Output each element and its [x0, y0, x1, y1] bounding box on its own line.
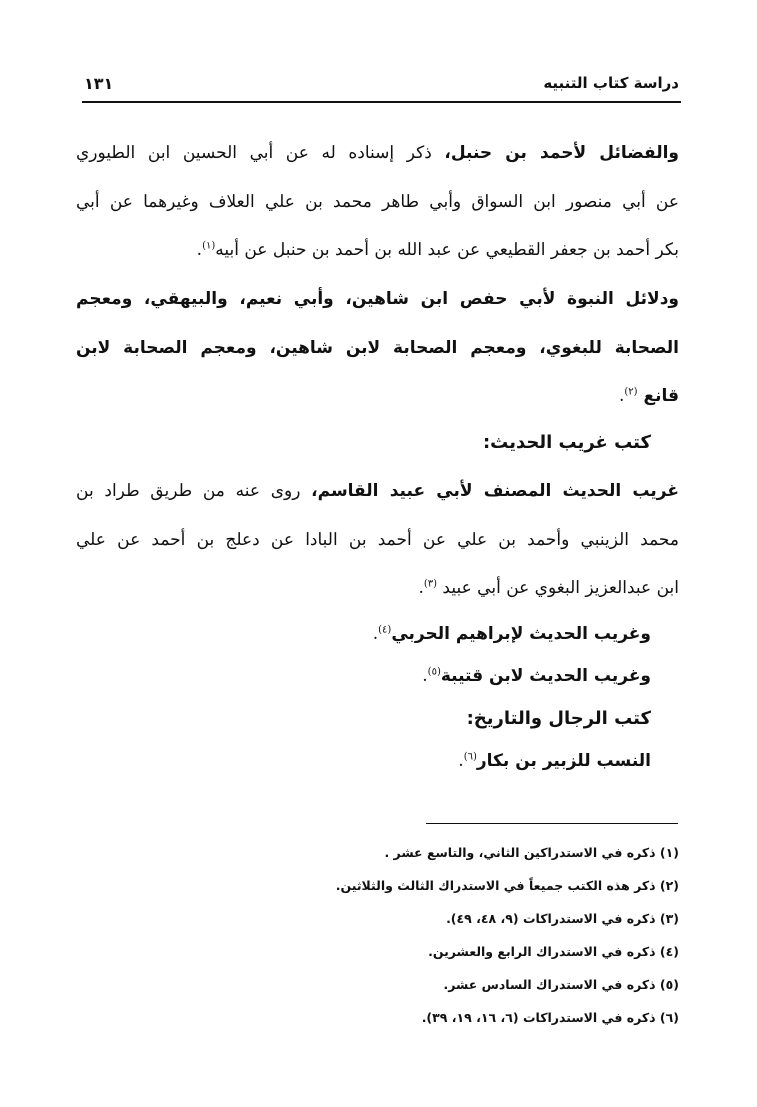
running-title: دراسة كتاب التنبيه [543, 74, 679, 92]
text-run: . [618, 386, 625, 406]
footnote-ref: (٤) [378, 624, 392, 636]
footnote-ref: (٥) [427, 666, 441, 678]
footnote-ref: (٣) [423, 578, 438, 590]
paragraph-dalail: ودلائل النبوة لأبي حفص ابن شاهين، وأبي نعيم، والبيهقي، ومعجم [76, 289, 679, 309]
book-title-fadail: والفضائل لأحمد بن حنبل، [444, 143, 679, 163]
text-run: ذكر إسناده له عن أبي الحسين ابن الطيوري [76, 143, 445, 163]
text-run: قانع [637, 386, 679, 406]
paragraph-fadail [76, 143, 679, 163]
text-run: روى عنه من طريق طراد بن [76, 481, 312, 501]
text-run: . [458, 751, 464, 771]
book-title-nasab: النسب للزبير بن بكار [476, 751, 651, 771]
text-run: . [372, 624, 379, 644]
paragraph-gharib [76, 481, 679, 501]
paragraph-harbi [76, 624, 679, 644]
footnote-ref: (٦) [463, 751, 477, 763]
page-header [84, 74, 679, 96]
text-line: عن أبي منصور ابن السواق وأبي طاهر محمد بن علي العلاف وغيرهما عن أبي [76, 192, 679, 212]
text-run: ابن عبدالعزيز البغوي عن أبي عبيد [437, 578, 679, 598]
text-line [76, 578, 679, 598]
book-title-gharib: غريب الحديث المصنف لأبي عبيد القاسم، [311, 481, 679, 501]
book-title-harbi: وغريب الحديث لإبراهيم الحربي [391, 624, 651, 644]
section-heading-rijal: كتب الرجال والتاريخ: [466, 708, 651, 729]
text-line: الصحابة للبغوي، ومعجم الصحابة لابن شاهين، ومعجم الصحابة لابن [76, 338, 679, 358]
footnote-6: (٦) ذكره في الاستدراكات (٦، ١٦، ١٩، ٣٩). [421, 1010, 679, 1025]
paragraph-nasab [76, 751, 679, 771]
footnote-2: (٢) ذكر هذه الكتب جميعاً في الاستدراك الثالث والثلاثين. [335, 878, 679, 893]
footnotes [299, 845, 679, 1026]
text-run: . [422, 666, 428, 686]
text-line [76, 386, 679, 406]
section-heading-gharib: كتب غريب الحديث: [482, 432, 651, 453]
footnote-5: (٥) ذكره في الاستدراك السادس عشر. [443, 977, 679, 992]
page-number: ١٣١ [84, 74, 114, 93]
footnote-3: (٣) ذكره في الاستدراكات (٩، ٤٨، ٤٩). [446, 911, 679, 926]
book-title-qutayba: وغريب الحديث لابن قتيبة [440, 666, 651, 686]
paragraph-qutayba [76, 666, 679, 686]
text-run: . [418, 578, 424, 598]
text-run: . [196, 240, 203, 260]
main-text [76, 130, 679, 771]
text-line: محمد الزينبي وأحمد بن علي عن أحمد بن البادا عن دعلج بن أحمد عن علي [76, 530, 679, 550]
text-run: بكر أحمد بن جعفر القطيعي عن عبد الله بن أحمد بن حنبل عن أبيه [215, 240, 679, 260]
footnote-1: (١) ذكره في الاستدراكين الثاني، والتاسع عشر . [384, 845, 679, 860]
footnote-ref: (٢) [624, 386, 638, 398]
footnote-ref: (١) [202, 240, 216, 252]
footnote-4: (٤) ذكره في الاستدراك الرابع والعشرين. [428, 944, 679, 959]
footnote-separator [426, 823, 678, 824]
text-line [76, 240, 679, 260]
header-rule [82, 101, 681, 103]
